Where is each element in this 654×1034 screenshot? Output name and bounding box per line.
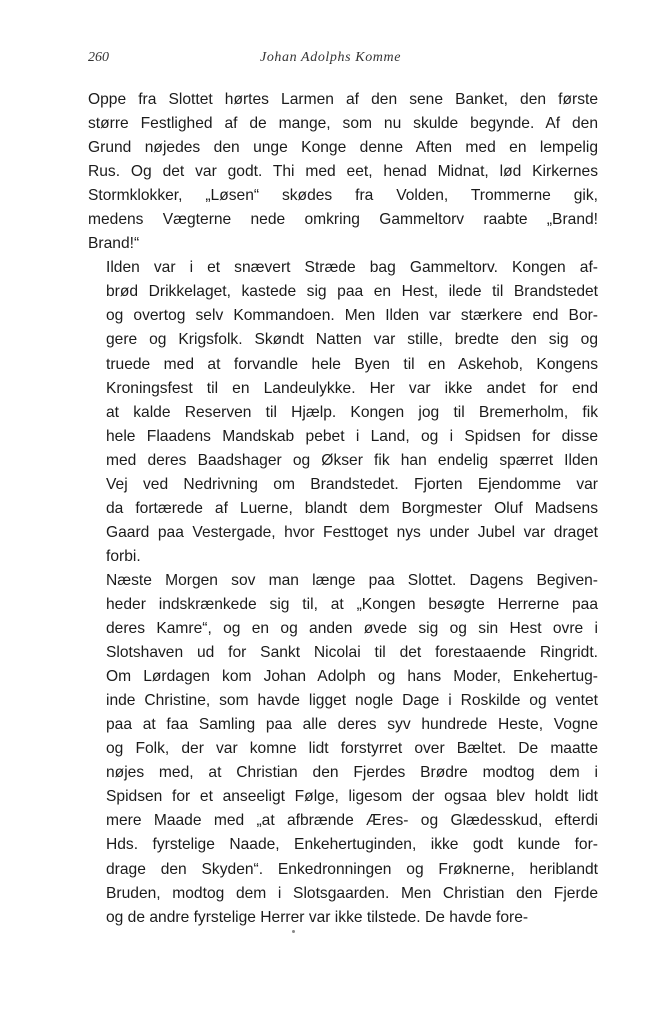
body-text [88, 88, 598, 930]
text-line: Om Lørdagen kom Johan Adolph og hans Moder, Enkehertug- [106, 668, 598, 686]
paragraph [88, 88, 598, 256]
text-line: forbi. [106, 547, 141, 565]
text-line: inde Christine, som havde ligget nogle Dage i Roskilde og ventet [106, 692, 598, 710]
text-line: Grund nøjedes den unge Konge denne Aften med en lempelig [88, 139, 598, 157]
text-line: Spidsen for et anseeligt Følge, ligesom der ogsaa blev holdt lidt [106, 788, 598, 806]
page-number: 260 [88, 50, 109, 65]
text-line: nøjes med, at Christian den Fjerdes Brødre modtog dem i [106, 764, 598, 782]
text-line: større Festlighed af de mange, som nu skulde begynde. Af den [88, 115, 598, 133]
paragraph [88, 569, 598, 930]
text-line: Hds. fyrstelige Naade, Enkehertuginden, ikke godt kunde for- [106, 836, 598, 854]
text-line: mere Maade med „at afbrænde Æres- og Glædesskud, efterdi [106, 812, 598, 830]
text-line: med deres Baadshager og Økser fik han endelig spærret Ilden [106, 451, 598, 469]
paragraph [88, 256, 598, 569]
text-line: deres Kamre“, og en og anden øvede sig og sin Hest ovre i [106, 620, 598, 638]
text-line: Næste Morgen sov man længe paa Slottet. Dagens Begiven- [106, 571, 598, 589]
text-line: Gaard paa Vestergade, hvor Festtoget nys under Jubel var draget [106, 523, 598, 541]
text-line: paa at faa Samling paa alle deres syv hundrede Heste, Vogne [106, 716, 598, 734]
text-line: heder indskrænkede sig til, at „Kongen besøgte Herrerne paa [106, 595, 598, 613]
text-line: drage den Skyden“. Enkedronningen og Frøknerne, heriblandt [106, 860, 598, 878]
page-header [0, 50, 654, 72]
text-line: truede med at forvandle hele Byen til en Askehob, Kongens [106, 355, 598, 373]
text-line: brød Drikkelaget, kastede sig paa en Hest, ilede til Brandstedet [106, 283, 598, 301]
text-line: Vej ved Nedrivning om Brandstedet. Fjorten Ejendomme var [106, 475, 598, 493]
text-line: at kalde Reserven til Hjælp. Kongen jog til Bremerholm, fik [106, 403, 598, 421]
text-line: medens Vægterne nede omkring Gammeltorv raabte „Brand! [88, 211, 598, 229]
text-line: og Folk, der var komne lidt forstyrret over Bæltet. De maatte [106, 740, 598, 758]
text-line: da fortærede af Luerne, blandt dem Borgmester Oluf Madsens [106, 499, 598, 517]
text-line: Stormklokker, „Løsen“ skødes fra Volden, Trommerne gik, [88, 187, 598, 205]
text-line: og overtog selv Kommandoen. Men Ilden var stærkere end Bor- [106, 307, 598, 325]
text-line: og de andre fyrstelige Herrer var ikke tilstede. De havde fore- [106, 908, 529, 926]
text-line: Kroningsfest til en Landeulykke. Her var ikke andet for end [106, 379, 598, 397]
text-line: Rus. Og det var godt. Thi med eet, henad Midnat, lød Kirkernes [88, 163, 598, 181]
text-line: Oppe fra Slottet hørtes Larmen af den sene Banket, den første [88, 91, 598, 108]
text-line: hele Flaadens Mandskab pebet i Land, og i Spidsen for disse [106, 427, 598, 445]
print-speck [292, 930, 295, 933]
text-line: Ilden var i et snævert Stræde bag Gammeltorv. Kongen af- [106, 259, 598, 277]
text-line: Brand!“ [88, 235, 140, 253]
text-line: Bruden, modtog dem i Slotsgaarden. Men Christian den Fjerde [106, 884, 598, 902]
running-head: Johan Adolphs Komme [260, 50, 402, 65]
text-line: gere og Krigsfolk. Skøndt Natten var stille, bredte den sig og [106, 331, 598, 349]
text-line: Slotshaven ud for Sankt Nicolai til det forestaaende Ringridt. [106, 644, 598, 662]
